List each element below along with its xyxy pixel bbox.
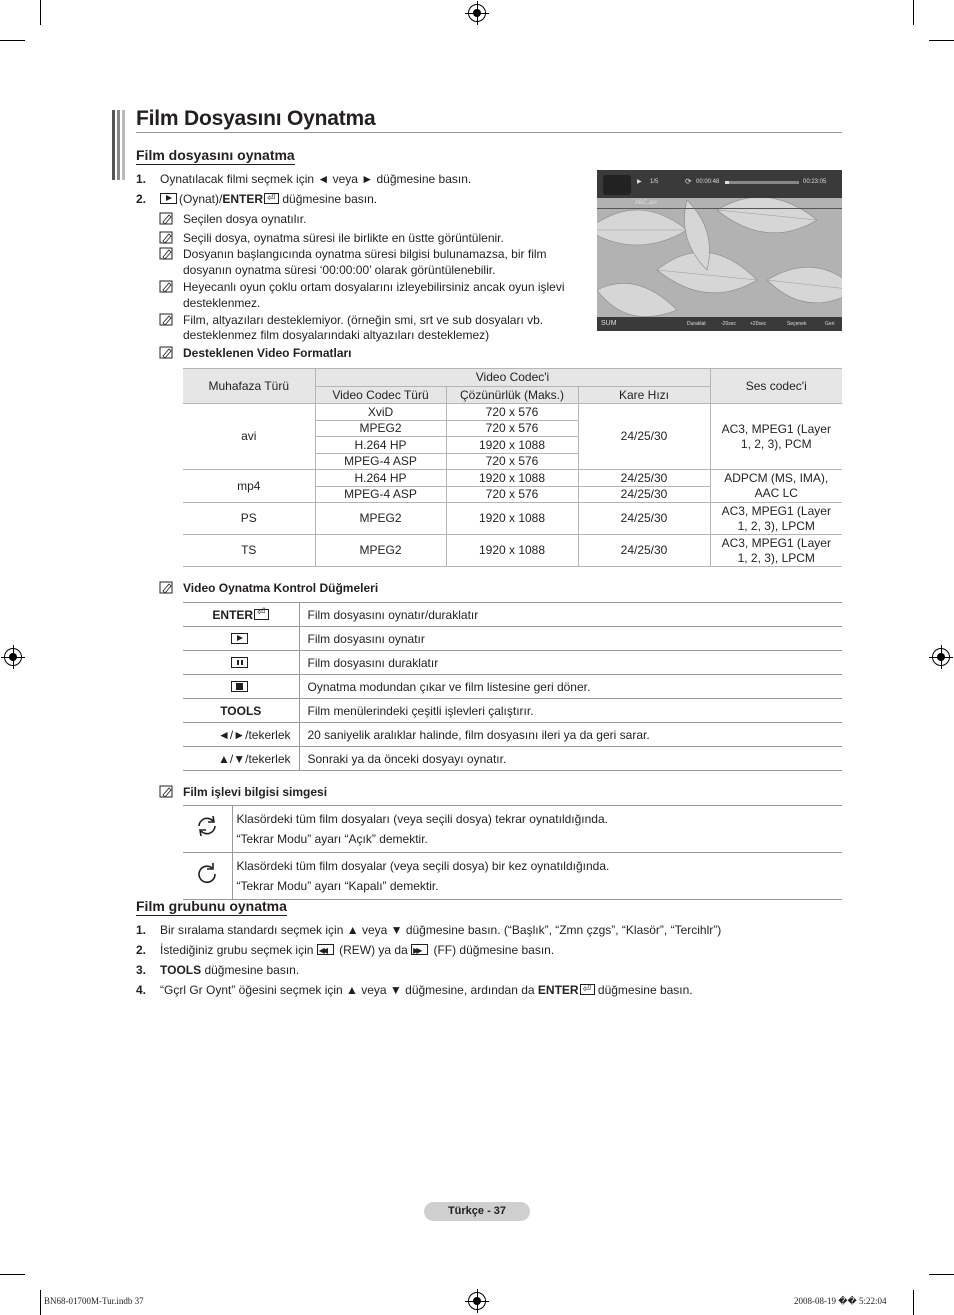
step-number: 2. [136,943,147,957]
info-desc [232,853,842,900]
section-heading: Film dosyasını oynatma [136,147,295,163]
crop-mark [40,0,41,25]
control-row [183,627,842,651]
control-key [183,603,299,627]
cell: MPEG2 [315,535,446,567]
note-text: Heyecanlı oyun çoklu ortam dosyalarını izleyebilirsiniz ancak oyun işlevi [183,280,565,294]
control-key [183,627,299,651]
cell: H.264 HP [315,437,446,454]
crop-mark [0,1274,25,1275]
control-desc: Film menülerindeki çeşitli işlevleri çalıştırır. [299,699,842,723]
cell: XviD [315,404,446,421]
hint-option: Seçenek [787,321,807,327]
crop-mark [929,1274,954,1275]
cell: 24/25/30 [578,404,710,470]
step-text: (REW) ya da [335,943,412,957]
file-count: 1/5 [650,179,659,185]
enter-label: ENTER [222,192,264,206]
cell-audio-line: 1, 2, 3), LPCM [737,518,815,533]
header-audio-codec: Ses codec'i [710,369,842,404]
note-text: desteklenmez film dosyalarındaki altyazıları desteklemez) [183,328,490,342]
info-row [183,806,842,853]
cell: 720 x 576 [446,487,578,503]
group-step-4 [136,982,693,998]
crop-mark [0,40,25,41]
hint-rewind: -20sec [721,321,737,327]
play-status: ▶ [637,179,642,185]
progress-bar [725,181,799,184]
note-text: Dosyanın başlangıcında oynatma süresi bilgisi bulunamazsa, bir film [183,247,547,261]
step-number: 1. [136,923,147,937]
control-desc: Film dosyasını duraklatır [299,651,842,675]
note-text: Film, altyazıları desteklemiyor. (örneğin smi, srt ve sub dosyaları vb. [183,313,544,327]
tv-screenshot [597,170,842,331]
note-icon [159,346,174,359]
print-file-info: BN68-01700M-Tur.indb 37 [44,1296,144,1306]
title-rule [136,132,842,133]
cell-audio [710,503,842,535]
repeat-icon: ⟳ [685,177,692,186]
step-text: (FF) düğmesine basın. [430,943,555,957]
step-1 [136,171,471,187]
info-icon-cell [183,806,232,853]
codec-table [183,368,842,567]
control-row [183,723,842,747]
hint-pause: Duraklat [687,321,706,327]
enter-icon [264,193,279,204]
step-text: (Oynat)/ [179,192,223,206]
note-text: dosyanın oynatma süresi ‘00:00:00’ olarak görüntülenebilir. [183,263,496,277]
header-framerate: Kare Hızı [578,387,710,404]
control-row [183,699,842,723]
control-row [183,651,842,675]
crop-mark [913,0,914,25]
step-text: düğmesine basın. [594,983,693,997]
cell-audio-line: AAC LC [754,486,798,500]
step-number: 3. [136,963,147,977]
registration-mark-icon [932,648,950,666]
control-key [183,675,299,699]
step-number: 4. [136,983,147,997]
cell: 1920 x 1088 [446,437,578,454]
supported-formats-heading: Desteklenen Video Formatları [183,346,352,360]
elapsed-time: 00:00:48 [696,179,720,185]
step-text: Oynatılacak filmi seçmek için ◄ veya ► düğmesine basın. [160,172,472,186]
header-container: Muhafaza Türü [183,369,315,404]
device-name: SUM [601,320,617,327]
step-text: Bir sıralama standardı seçmek için ▲ veya ▼ düğmesine basın. (“Başlık”, “Zmn çzgs”, “Klasör”, “Tercihlr”) [160,923,722,937]
step-text: düğmesine basın. [279,192,378,206]
movie-icon [603,175,631,195]
control-desc: Film dosyasını oynatır/duraklatır [299,603,842,627]
step-text: İstediğiniz grubu seçmek için [160,943,317,957]
page-number: Türkçe - 37 [424,1202,530,1221]
tools-label: TOOLS [160,963,202,977]
enter-icon [580,984,595,995]
step-text: düğmesine basın. [201,963,300,977]
title-decoration [112,110,126,180]
control-row [183,747,842,771]
cell: H.264 HP [315,470,446,487]
registration-mark-icon [468,1292,486,1310]
info-desc-line: “Tekrar Modu” ayarı “Kapalı” demektir. [236,879,439,893]
cell: 24/25/30 [578,470,710,487]
step-number: 1. [136,172,147,186]
stop-button-icon [231,681,248,692]
cell-audio-line: ADPCM (MS, IMA), [724,471,829,485]
registration-mark-icon [468,4,486,22]
section-heading: Film grubunu oynatma [136,898,287,914]
cell: MPEG-4 ASP [315,487,446,503]
cell: 1920 x 1088 [446,503,578,535]
cell: MPEG2 [315,503,446,535]
controls-heading: Video Oynatma Kontrol Düğmeleri [183,581,379,595]
cell-audio [710,470,842,503]
control-key: TOOLS [183,699,299,723]
cell-container: TS [183,535,315,567]
note-icon [159,785,174,798]
control-key [183,651,299,675]
rewind-button-icon [317,944,334,955]
cell: 720 x 576 [446,454,578,470]
note-text: Seçilen dosya oynatılır. [183,212,307,226]
registration-mark-icon [4,648,22,666]
step-2 [136,191,377,207]
cell-audio-line: AC3, MPEG1 (Layer [721,503,831,518]
page-title: Film Dosyasını Oynatma [136,107,376,130]
cell: 24/25/30 [578,487,710,503]
cell-audio-line: 1, 2, 3), LPCM [737,550,815,565]
cell-audio [710,535,842,567]
cell-container: avi [183,404,315,470]
note-icon [159,581,174,594]
note-icon [159,313,174,326]
note-text: desteklenmez. [183,296,261,310]
crop-mark [40,1290,41,1315]
cell-audio [710,404,842,470]
note-icon [159,280,174,293]
cell-container: PS [183,503,315,535]
crop-mark [929,40,954,41]
cell: MPEG-4 ASP [315,454,446,470]
cell: 720 x 576 [446,421,578,437]
control-desc: Film dosyasını oynatır [299,627,842,651]
info-desc-line: Klasördeki tüm film dosyalar (veya seçili dosya) bir kez oynatıldığında. [236,859,610,873]
info-icon-cell [183,853,232,900]
info-desc [232,806,842,853]
control-desc: 20 saniyelik aralıklar halinde, film dosyasını ileri ya da geri sarar. [299,723,842,747]
repeat-all-icon [195,814,219,838]
controls-table [183,602,842,771]
play-button-icon [160,193,177,204]
cell: 24/25/30 [578,503,710,535]
step-number: 2. [136,192,147,206]
file-name: ABC.avi [635,200,657,206]
header-resolution: Çözünürlük (Maks.) [446,387,578,404]
info-table [183,805,842,900]
hint-back: Geri [825,321,835,327]
info-desc-line: “Tekrar Modu” ayarı “Açık” demektir. [236,832,428,846]
header-video-codec: Video Codec'i [315,369,710,387]
note-text: Seçili dosya, oynatma süresi ile birlikte en üstte görüntülenir. [183,231,504,245]
group-step-2 [136,942,554,958]
enter-label: ENTER [212,607,254,622]
crop-mark [913,1290,914,1315]
note-icon [159,231,174,244]
cell-container: mp4 [183,470,315,503]
note-icon [159,212,174,225]
control-row [183,603,842,627]
group-step-1 [136,922,721,938]
cell-audio-line: AC3, MPEG1 (Layer [721,421,831,436]
repeat-once-icon [195,861,219,885]
enter-icon [254,609,269,620]
note-icon [159,247,174,260]
hint-forward: +20sec [750,321,767,327]
total-time: 00:23:05 [803,179,827,185]
info-desc-line: Klasördeki tüm film dosyaları (veya seçili dosya) tekrar oynatıldığında. [236,812,608,826]
group-step-3 [136,962,299,978]
control-key: ▲/▼/tekerlek [183,747,299,771]
control-row [183,675,842,699]
cell: MPEG2 [315,421,446,437]
control-desc: Oynatma modundan çıkar ve film listesine geri döner. [299,675,842,699]
fast-forward-button-icon [411,944,428,955]
step-text: “Gçrl Gr Oynt” öğesini seçmek için ▲ veya ▼ düğmesine, ardından da [160,983,538,997]
info-row [183,853,842,900]
cell: 24/25/30 [578,535,710,567]
pause-button-icon [231,657,248,668]
enter-label: ENTER [537,983,579,997]
print-date-info: 2008-08-19 �� 5:22:04 [794,1296,887,1306]
cell-audio-line: AC3, MPEG1 (Layer [721,535,831,550]
cell: 1920 x 1088 [446,535,578,567]
info-heading: Film işlevi bilgisi simgesi [183,785,328,799]
header-codec-type: Video Codec Türü [315,387,446,404]
control-desc: Sonraki ya da önceki dosyayı oynatır. [299,747,842,771]
cell-audio-line: 1, 2, 3), PCM [740,436,812,451]
play-button-icon [231,633,248,644]
cell: 1920 x 1088 [446,470,578,487]
control-key: ◄/►/tekerlek [183,723,299,747]
cell: 720 x 576 [446,404,578,421]
